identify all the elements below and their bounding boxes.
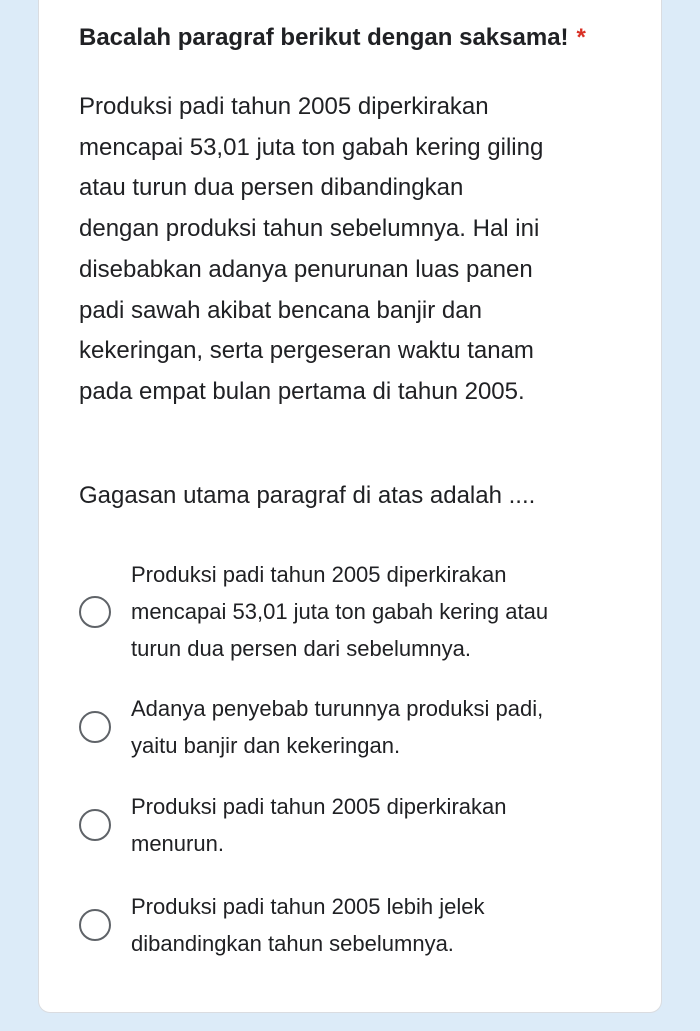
option-line: turun dua persen dari sebelumnya. <box>131 636 471 661</box>
paragraph-line: atau turun dua persen dibandingkan <box>79 174 464 202</box>
option-line: Produksi padi tahun 2005 lebih jelek <box>131 894 485 919</box>
answer-option-label <box>131 556 611 667</box>
answer-option-label <box>131 888 611 962</box>
paragraph-line: Produksi padi tahun 2005 diperkirakan <box>79 93 489 120</box>
question-card <box>38 0 662 1013</box>
paragraph-line: mencapai 53,01 juta ton gabah kering giling <box>79 133 544 161</box>
radio-button-icon[interactable] <box>79 809 111 841</box>
radio-button-icon[interactable] <box>79 711 111 743</box>
radio-button-icon[interactable] <box>79 909 111 941</box>
option-line: menurun. <box>131 831 224 856</box>
question-prompt: Gagasan utama paragraf di atas adalah .... <box>79 482 536 509</box>
option-line: Produksi padi tahun 2005 diperkirakan <box>131 562 507 587</box>
paragraph-line: padi sawah akibat bencana banjir dan <box>79 296 482 324</box>
answer-option-3[interactable] <box>79 788 649 862</box>
option-line: mencapai 53,01 juta ton gabah kering atau <box>131 599 549 624</box>
answer-option-label <box>131 690 611 764</box>
answer-option-1[interactable] <box>79 556 649 667</box>
paragraph-line: pada empat bulan pertama di tahun 2005. <box>79 377 525 405</box>
question-title-text: Bacalah paragraf berikut dengan saksama! <box>79 24 569 51</box>
answer-option-label <box>131 788 611 862</box>
paragraph-line: dengan produksi tahun sebelumnya. Hal ini <box>79 215 540 243</box>
answer-option-4[interactable] <box>79 888 649 962</box>
answer-option-2[interactable] <box>79 690 649 764</box>
question-title <box>79 22 586 54</box>
option-line: dibandingkan tahun sebelumnya. <box>131 931 454 956</box>
option-line: Adanya penyebab turunnya produksi padi, <box>131 696 544 721</box>
option-line: yaitu banjir dan kekeringan. <box>131 733 401 758</box>
option-line: Produksi padi tahun 2005 diperkirakan <box>131 794 507 819</box>
radio-button-icon[interactable] <box>79 596 111 628</box>
reading-paragraph <box>79 87 639 413</box>
paragraph-line: kekeringan, serta pergeseran waktu tanam <box>79 337 534 365</box>
required-asterisk: * <box>576 24 586 51</box>
paragraph-line: disebabkan adanya penurunan luas panen <box>79 255 533 283</box>
